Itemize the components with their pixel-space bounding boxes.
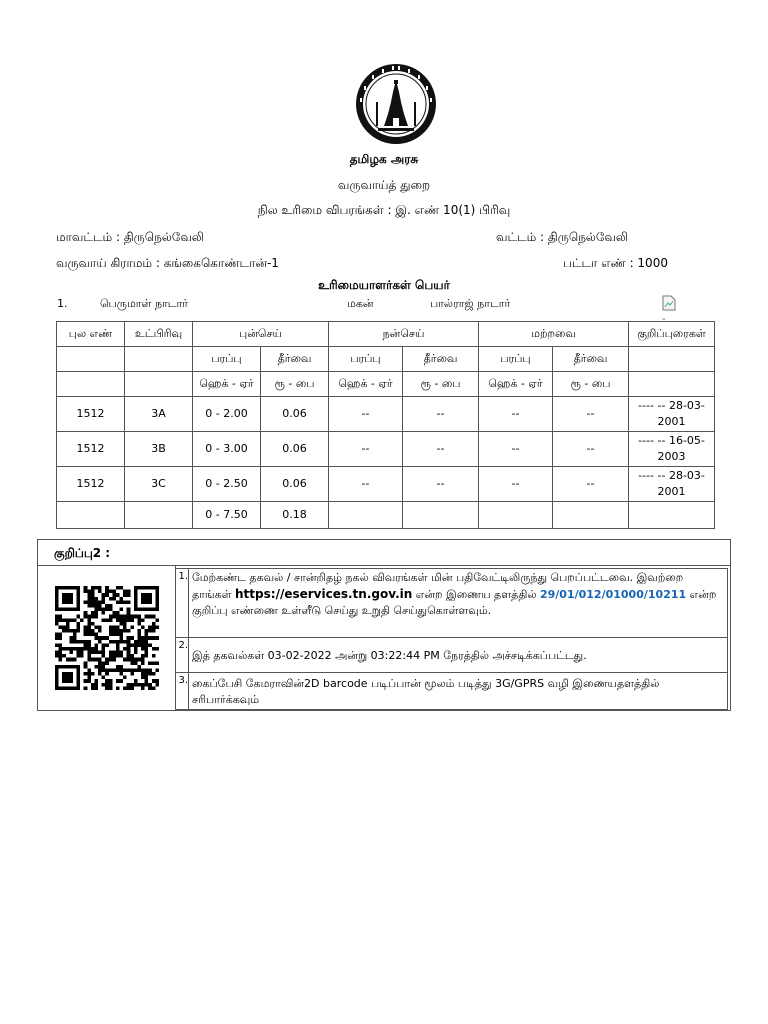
table-cell: --: [553, 397, 629, 432]
table-cell: 0 - 2.50: [193, 467, 261, 502]
table-row: [57, 432, 715, 467]
table-cell: 0.06: [261, 397, 329, 432]
column-header: புல எண்: [57, 322, 125, 347]
note-item: [175, 637, 728, 673]
qr-code-icon: [55, 586, 159, 690]
table-cell: --: [553, 467, 629, 502]
government-title: தமிழக அரசு: [349, 152, 419, 166]
unit-cell: ரூ - பை: [403, 372, 479, 397]
notes-heading: குறிப்பு2 :: [38, 540, 730, 566]
owner-name: பெருமாள் நாடார்: [100, 297, 189, 310]
table-subheader-row: [57, 347, 715, 372]
table-cell: 0 - 3.00: [193, 432, 261, 467]
taluk-label: வட்டம் : திருநெல்வேலி: [496, 230, 629, 244]
reference-number: 29/01/012/01000/10211: [539, 588, 687, 601]
unit-cell: ரூ - பை: [261, 372, 329, 397]
broken-image-icon: [662, 295, 682, 325]
table-cell: --: [479, 397, 553, 432]
table-row: [57, 467, 715, 502]
table-cell: --: [329, 397, 403, 432]
unit-cell: ஹெக் - ஏர்: [329, 372, 403, 397]
village-label: வருவாய் கிராமம் : கங்கைகொண்டான்-1: [56, 256, 279, 270]
table-total-row: [57, 502, 715, 529]
table-cell: 0.06: [261, 432, 329, 467]
subheader-cell: பரப்பு: [329, 347, 403, 372]
table-cell: --: [403, 397, 479, 432]
note-item: [175, 672, 728, 710]
unit-cell: ரூ - பை: [553, 372, 629, 397]
note-number: 1.: [176, 569, 189, 637]
subheader-cell: பரப்பு: [193, 347, 261, 372]
tamilnadu-emblem-icon: [354, 62, 438, 146]
table-cell: ---- -- 28-03-2001: [629, 397, 715, 432]
patta-number: பட்டா எண் : 1000: [563, 256, 668, 270]
table-header-row: [57, 322, 715, 347]
table-cell: ---- -- 28-03-2001: [629, 467, 715, 502]
note-number: 2.: [176, 638, 189, 672]
column-header: உட்பிரிவு: [125, 322, 193, 347]
qr-code-cell: [38, 566, 176, 710]
owners-heading: உரிமையாளர்கள் பெயர்: [318, 278, 450, 292]
broken-image-alt: -: [662, 314, 666, 325]
district-label: மாவட்டம் : திருநெல்வேலி: [56, 230, 205, 244]
note-text: கைப்பேசி கேமராவின்2D barcode படிப்பான் மூலம் படித்து 3G/GPRS வழி இணையதளத்தில் சரிபார்க்கவும்: [192, 677, 660, 706]
subheader-cell: பரப்பு: [479, 347, 553, 372]
table-cell: 1512: [57, 397, 125, 432]
owner-father: பால்ராஜ் நாடார்: [430, 297, 511, 310]
table-cell: --: [403, 432, 479, 467]
table-cell: --: [403, 467, 479, 502]
note-text: இத் தகவல்கள் 03-02-2022 அன்று 03:22:44 PM நேரத்தில் அச்சடிக்கப்பட்டது.: [192, 649, 587, 662]
total-tax: 0.18: [261, 502, 329, 529]
notes-box: [37, 539, 731, 711]
subheader-cell: தீர்வை: [261, 347, 329, 372]
document-title: நில உரிமை விபரங்கள் : இ. எண் 10(1) பிரிவு: [257, 203, 511, 217]
note-item: [175, 568, 728, 638]
subheader-cell: தீர்வை: [403, 347, 479, 372]
unit-cell: ஹெக் - ஏர்: [193, 372, 261, 397]
subheader-cell: தீர்வை: [553, 347, 629, 372]
table-cell: 3B: [125, 432, 193, 467]
table-cell: 0 - 2.00: [193, 397, 261, 432]
table-units-row: [57, 372, 715, 397]
total-area: 0 - 7.50: [193, 502, 261, 529]
table-cell: 1512: [57, 467, 125, 502]
table-cell: 1512: [57, 432, 125, 467]
table-cell: 0.06: [261, 467, 329, 502]
table-cell: --: [329, 432, 403, 467]
table-cell: --: [329, 467, 403, 502]
table-cell: --: [479, 432, 553, 467]
table-cell: 3C: [125, 467, 193, 502]
note-number: 3.: [176, 673, 189, 709]
unit-cell: ஹெக் - ஏர்: [479, 372, 553, 397]
table-cell: --: [479, 467, 553, 502]
column-header: நன்செய்: [329, 322, 479, 347]
table-row: [57, 397, 715, 432]
table-cell: ---- -- 16-05-2003: [629, 432, 715, 467]
land-details-table: [56, 321, 715, 529]
table-cell: 3A: [125, 397, 193, 432]
column-header: குறிப்புரைகள்: [629, 322, 715, 347]
department-title: வருவாய்த் துறை: [337, 178, 431, 192]
note-text: மேற்கண்ட தகவல் / சான்றிதழ் நகல் விவரங்கள் மின் பதிவேட்டிலிருந்து பெறப்பட்டவை. இவற்றை தாங்கள் https://eservices.tn.gov.in என்ற இணைய தளத்தில் 29/01/012/01000/10211 என்ற குறிப்பு எண்ணை உள்ளீடு செய்து உறுதி செய்துகொள்ளவும்.: [192, 571, 717, 617]
table-cell: --: [553, 432, 629, 467]
owner-relation: மகன்: [347, 297, 374, 310]
eservices-link[interactable]: https://eservices.tn.gov.in: [235, 587, 413, 601]
owner-index: 1.: [57, 297, 68, 310]
column-header: மற்றவை: [479, 322, 629, 347]
column-header: புன்செய்: [193, 322, 329, 347]
